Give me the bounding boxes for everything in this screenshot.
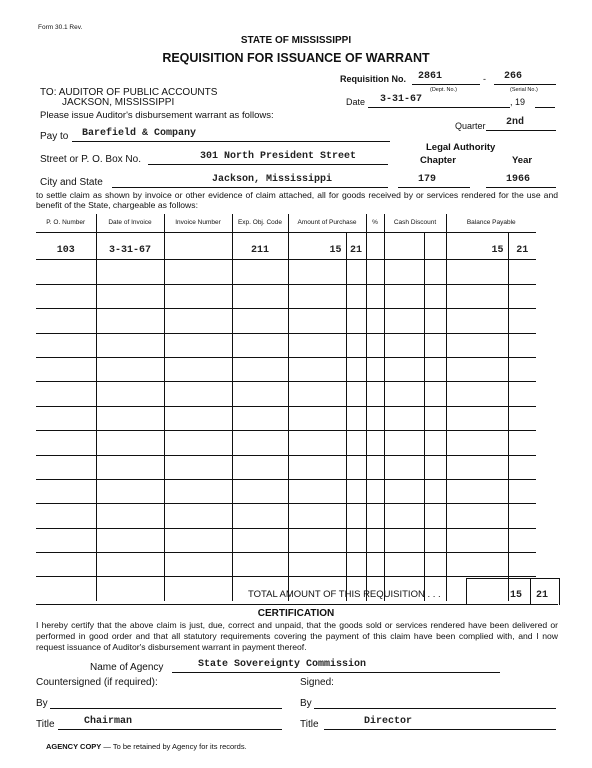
page-title: REQUISITION FOR ISSUANCE OF WARRANT xyxy=(162,51,430,65)
claims-table xyxy=(36,214,536,601)
row-po: 103 xyxy=(36,233,96,260)
row-balance-dollars: 15 xyxy=(446,233,508,260)
dept-no-caption: (Dept. No.) xyxy=(430,87,457,93)
agency-value: State Sovereignty Commission xyxy=(198,659,367,670)
quarter-line xyxy=(486,130,556,131)
total-cents: 21 xyxy=(536,590,549,601)
quarter-label: Quarter xyxy=(455,121,486,131)
legal-authority-heading: Legal Authority xyxy=(426,142,496,153)
date-value: 3-31-67 xyxy=(380,94,423,105)
col-date-invoice: Date of Invoice xyxy=(96,214,164,233)
row-amount-cents: 21 xyxy=(346,233,366,260)
table-header xyxy=(36,214,536,233)
by-line-right[interactable] xyxy=(314,708,556,709)
instruction-text: Please issue Auditor's disbursement warrant as follows: xyxy=(40,110,274,121)
year-value: 1966 xyxy=(506,174,531,185)
by-label-left: By xyxy=(36,698,48,709)
street-line xyxy=(148,164,388,165)
certification-text: I hereby certify that the above claim is just, due, correct and unpaid, that the goods sold or services rendered have been delivered or performed in good order and that all statutory requirements covering the payment of this claim have been complied with, and I now request issuance of Auditor's disbursement warrant in payment thereof. xyxy=(36,620,558,652)
year-label: Year xyxy=(512,155,533,166)
city-line xyxy=(112,187,388,188)
row-exp-code: 211 xyxy=(232,233,288,260)
serial-no-caption: (Serial No.) xyxy=(510,87,538,93)
row-date: 3-31-67 xyxy=(96,233,164,260)
agency-line xyxy=(172,672,500,673)
agency-label: Name of Agency xyxy=(90,662,164,673)
settle-text: to settle claim as shown by invoice or other evidence of claim attached, all for goods received by or services rendered for the use and benefit of the State, chargeable as follows: xyxy=(36,190,558,210)
footer xyxy=(46,742,247,751)
date-label: Date xyxy=(346,97,366,107)
requisition-label: Requisition No. xyxy=(340,74,406,84)
by-label-right: By xyxy=(300,698,312,709)
col-amount: Amount of Purchase xyxy=(288,214,366,233)
serial-no-value: 266 xyxy=(504,71,523,82)
row-amount-dollars: 15 xyxy=(288,233,346,260)
addressee-line2: JACKSON, MISSISSIPPI xyxy=(62,97,175,108)
serial-no-line xyxy=(494,84,556,85)
city-value: Jackson, Mississippi xyxy=(212,174,333,185)
chapter-value: 179 xyxy=(418,174,437,185)
total-label: TOTAL AMOUNT OF THIS REQUISITION . . . xyxy=(248,589,441,600)
signed-label: Signed: xyxy=(300,677,334,688)
title-label-right: Title xyxy=(300,719,319,730)
street-label: Street or P. O. Box No. xyxy=(40,154,141,165)
col-discount: Cash Discount xyxy=(384,214,446,233)
year-line xyxy=(486,187,556,188)
dept-no-line xyxy=(412,84,480,85)
quarter-value: 2nd xyxy=(506,117,525,128)
addressee-line1: TO: AUDITOR OF PUBLIC ACCOUNTS xyxy=(40,87,218,98)
pay-to-label: Pay to xyxy=(40,131,69,142)
agency-copy-text: — To be retained by Agency for its records. xyxy=(103,742,247,751)
countersigned-label: Countersigned (if required): xyxy=(36,677,158,688)
street-value: 301 North President Street xyxy=(200,151,357,162)
pay-to-value: Barefield & Company xyxy=(82,128,197,139)
date-suffix: , 19 xyxy=(510,97,526,107)
agency-copy-label: AGENCY COPY xyxy=(46,742,102,751)
title-value-right: Director xyxy=(364,716,413,727)
col-po: P. O. Number xyxy=(36,214,96,233)
city-label: City and State xyxy=(40,177,103,188)
dept-no-value: 2861 xyxy=(418,71,443,82)
col-balance: Balance Payable xyxy=(446,214,536,233)
certification-heading: CERTIFICATION xyxy=(257,608,335,619)
col-pct: % xyxy=(366,214,384,233)
form-number: Form 30.1 Rev. xyxy=(38,24,83,31)
pay-to-line xyxy=(72,141,390,142)
title-line-right xyxy=(324,729,556,730)
by-line-left[interactable] xyxy=(50,708,282,709)
state-heading: STATE OF MISSISSIPPI xyxy=(240,35,352,46)
date-line xyxy=(368,107,510,108)
col-invoice: Invoice Number xyxy=(164,214,232,233)
col-exp-code: Exp. Obj. Code xyxy=(232,214,288,233)
total-dollars: 15 xyxy=(510,590,523,601)
title-label-left: Title xyxy=(36,719,55,730)
title-value-left: Chairman xyxy=(84,716,133,727)
chapter-label: Chapter xyxy=(420,155,456,166)
chapter-line xyxy=(398,187,470,188)
table-row xyxy=(36,233,536,260)
row-balance-cents: 21 xyxy=(508,233,536,260)
title-line-left xyxy=(58,729,282,730)
